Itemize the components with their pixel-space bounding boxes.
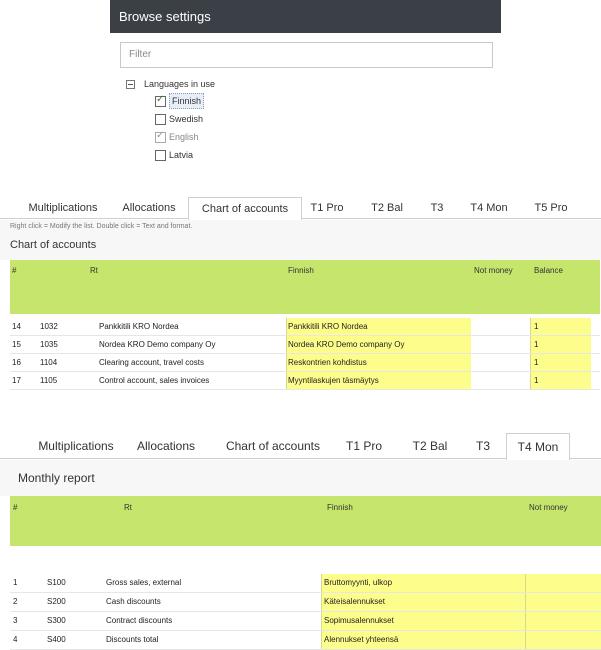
tab-bar-2	[0, 433, 601, 459]
language-item-finnish[interactable]	[155, 94, 204, 108]
row-balance: 1	[534, 358, 539, 367]
table-row[interactable]	[10, 372, 600, 390]
row-code: S100	[47, 578, 66, 587]
row-number: 2	[13, 597, 18, 606]
table-row[interactable]	[10, 336, 600, 354]
language-label-latvia: Latvia	[169, 150, 194, 160]
tab-t5-pro[interactable]: T5 Pro	[534, 202, 568, 214]
tab-chart-of-accounts[interactable]: Chart of accounts	[225, 439, 321, 453]
tab-bar-1	[0, 197, 601, 219]
row-finnish: Nordea KRO Demo company Oy	[288, 340, 405, 349]
row-finnish: Pankkitili KRO Nordea	[288, 322, 368, 331]
table-row[interactable]	[10, 354, 600, 372]
table-row[interactable]	[10, 318, 600, 336]
col-finnish[interactable]: Finnish	[327, 503, 353, 512]
panel1-body	[0, 220, 601, 260]
languages-group[interactable]	[126, 77, 215, 91]
row-rt: Gross sales, external	[106, 578, 182, 587]
row-number: 17	[12, 376, 21, 385]
tab-t1-pro[interactable]: T1 Pro	[345, 439, 382, 453]
row-finnish: Käteisalennukset	[324, 597, 385, 606]
row-number: 16	[12, 358, 21, 367]
languages-group-label: Languages in use	[144, 79, 216, 89]
tab-multiplications[interactable]: Multiplications	[28, 202, 98, 214]
hint-text: Right click = Modify the list. Double click = Text and format.	[10, 223, 193, 230]
tab-t4-mon[interactable]: T4 Mon	[506, 433, 570, 461]
tab-chart-of-accounts[interactable]: Chart of accounts	[188, 197, 302, 221]
tab-t2-bal[interactable]: T2 Bal	[371, 202, 403, 214]
tab-t4-mon[interactable]: T4 Mon	[470, 202, 508, 214]
col-number[interactable]: #	[12, 266, 17, 275]
row-balance: 1	[534, 340, 539, 349]
row-rt: Nordea KRO Demo company Oy	[99, 340, 216, 349]
filter-input[interactable]: Filter	[120, 42, 493, 68]
table-header	[10, 496, 601, 546]
row-number: 15	[12, 340, 21, 349]
checkbox-latvia[interactable]	[155, 150, 166, 161]
row-finnish: Alennukset yhteensä	[324, 635, 399, 644]
col-not-money[interactable]: Not money	[474, 266, 513, 275]
row-balance: 1	[534, 376, 539, 385]
page-title: Monthly report	[18, 471, 95, 485]
tab-t2-bal[interactable]: T2 Bal	[412, 439, 448, 453]
col-rt[interactable]: Rt	[124, 503, 132, 512]
table-row[interactable]	[10, 612, 601, 631]
accounts-table	[10, 260, 600, 390]
col-finnish[interactable]: Finnish	[288, 266, 314, 275]
row-code: 1105	[40, 376, 58, 385]
col-rt[interactable]: Rt	[90, 266, 98, 275]
row-finnish: Sopimusalennukset	[324, 616, 394, 625]
row-rt: Cash discounts	[106, 597, 161, 606]
browse-settings-title: Browse settings	[110, 0, 501, 33]
language-label-finnish: Finnish	[169, 93, 204, 109]
language-label-swedish: Swedish	[169, 114, 204, 124]
row-code: 1032	[40, 322, 58, 331]
monthly-report-table	[10, 496, 601, 650]
row-number: 1	[13, 578, 18, 587]
panel2-body	[0, 460, 601, 496]
checkbox-english[interactable]	[155, 132, 166, 143]
language-item-swedish[interactable]	[155, 112, 203, 126]
table-header	[10, 260, 600, 314]
row-balance: 1	[534, 322, 539, 331]
language-item-english[interactable]	[155, 130, 199, 144]
language-item-latvia[interactable]	[155, 148, 193, 162]
col-not-money[interactable]: Not money	[529, 503, 568, 512]
row-finnish: Myyntilaskujen täsmäytys	[288, 376, 379, 385]
row-code: 1104	[40, 358, 58, 367]
tab-multiplications[interactable]: Multiplications	[38, 439, 114, 453]
row-number: 3	[13, 616, 18, 625]
row-rt: Discounts total	[106, 635, 159, 644]
row-code: S300	[47, 616, 66, 625]
row-rt: Clearing account, travel costs	[99, 358, 204, 367]
table-row[interactable]	[10, 631, 601, 650]
language-label-english: English	[169, 132, 199, 142]
row-rt: Contract discounts	[106, 616, 173, 625]
tab-t1-pro[interactable]: T1 Pro	[310, 202, 344, 214]
row-code: S400	[47, 635, 66, 644]
tab-t3[interactable]: T3	[475, 439, 490, 453]
page-title: Chart of accounts	[10, 239, 97, 251]
row-code: 1035	[40, 340, 58, 349]
col-balance[interactable]: Balance	[534, 266, 563, 275]
row-number: 14	[12, 322, 21, 331]
tab-allocations[interactable]: Allocations	[136, 439, 196, 453]
row-rt: Control account, sales invoices	[99, 376, 210, 385]
table-row[interactable]	[10, 593, 601, 612]
checkbox-swedish[interactable]	[155, 114, 166, 125]
row-code: S200	[47, 597, 66, 606]
tab-allocations[interactable]: Allocations	[122, 202, 176, 214]
browse-settings-panel	[110, 0, 501, 162]
row-number: 4	[13, 635, 18, 644]
row-finnish: Reskontrien kohdistus	[288, 358, 367, 367]
row-finnish: Bruttomyynti, ulkop	[324, 578, 393, 587]
table-row[interactable]	[10, 574, 601, 593]
row-rt: Pankkitili KRO Nordea	[99, 322, 179, 331]
collapse-icon[interactable]	[126, 80, 135, 89]
col-number[interactable]: #	[13, 503, 18, 512]
tab-t3[interactable]: T3	[430, 202, 444, 214]
checkbox-finnish[interactable]	[155, 96, 166, 107]
